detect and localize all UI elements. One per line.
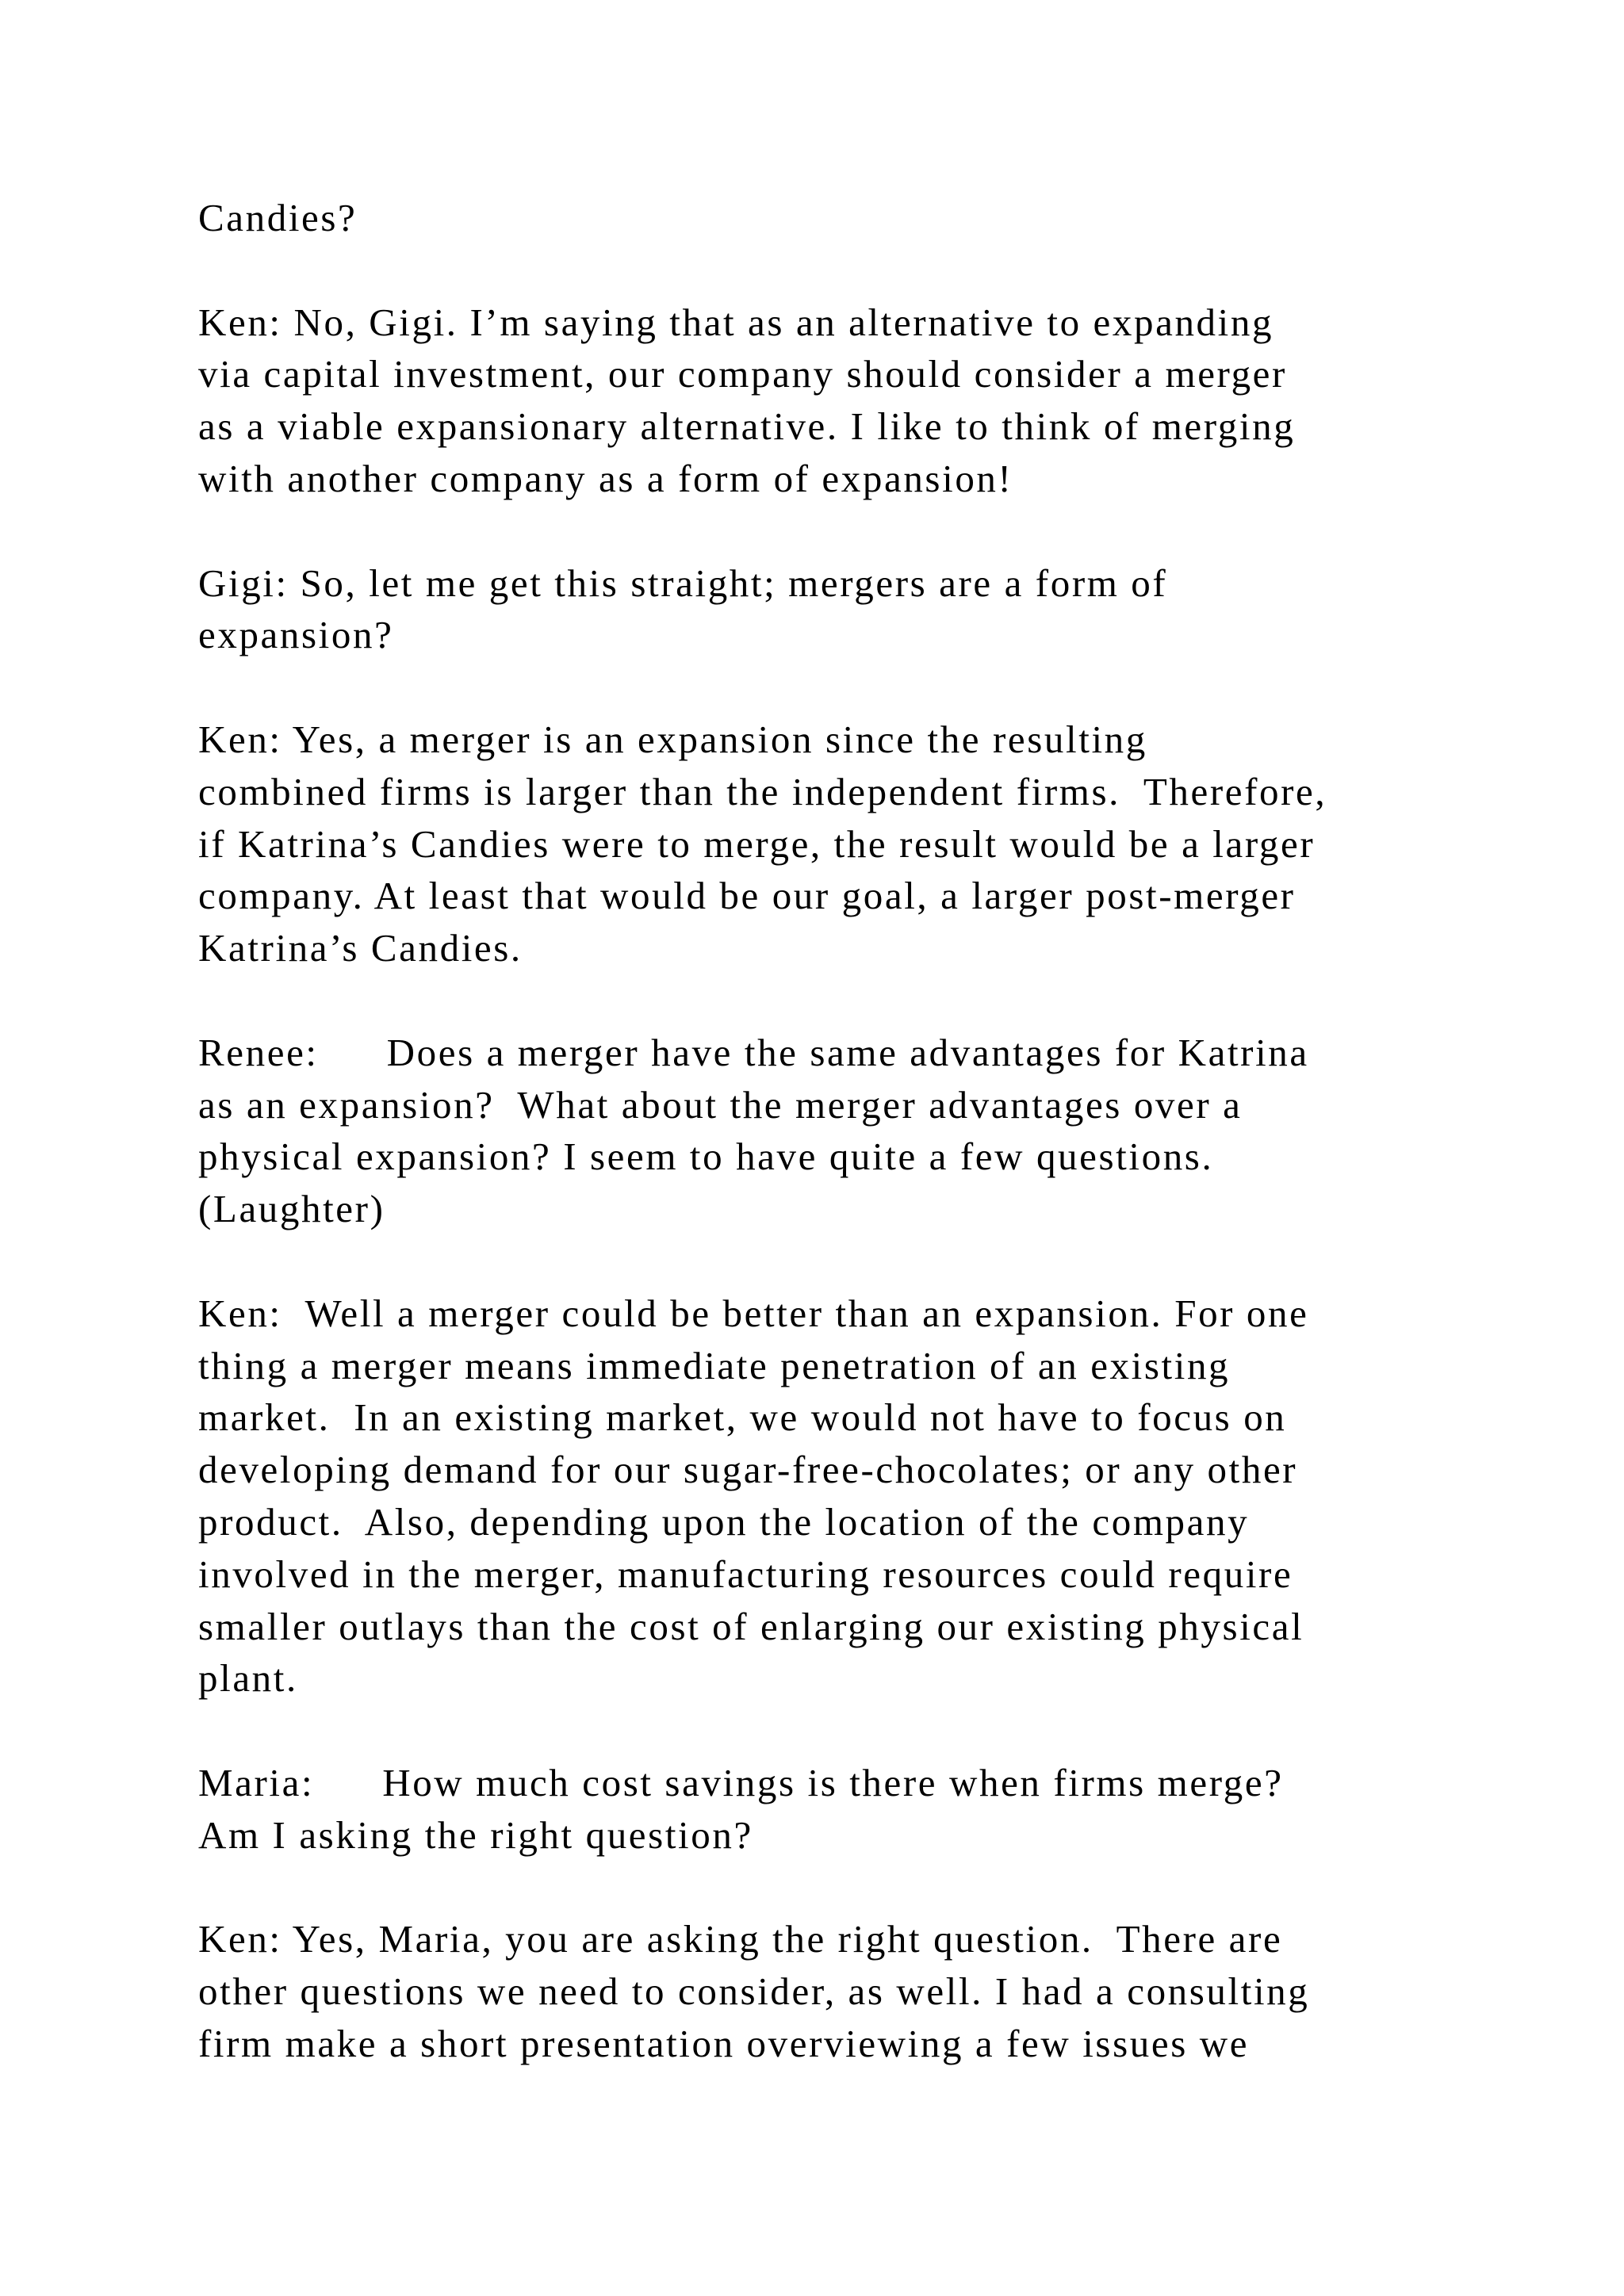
- text-line: market. In an existing market, we would not have to focus on: [198, 1395, 1287, 1440]
- paragraph-ken-right-question: [198, 1913, 1483, 2069]
- text-line: smaller outlays than the cost of enlarging our existing physical: [198, 1604, 1304, 1648]
- text-line: with another company as a form of expansion!: [198, 456, 1013, 500]
- text-line: if Katrina’s Candies were to merge, the result would be a larger: [198, 821, 1316, 866]
- text-line: as a viable expansionary alternative. I like to think of merging: [198, 404, 1296, 449]
- text-line: Ken: Well a merger could be better than an expansion. For one: [198, 1291, 1309, 1335]
- text-line: [198, 1757, 1483, 1809]
- text-line: expansion?: [198, 613, 394, 657]
- text-line: plant.: [198, 1656, 298, 1701]
- text-line: Am I asking the right question?: [198, 1812, 753, 1857]
- speaker-label: Maria:: [198, 1760, 315, 1804]
- text-line: Candies?: [198, 196, 358, 239]
- text-line: combined firms is larger than the independent firms. Therefore,: [198, 769, 1327, 813]
- paragraph-renee-question: [198, 1027, 1483, 1235]
- text-line: thing a merger means immediate penetration of an existing: [198, 1343, 1231, 1387]
- text-line: [198, 1027, 1483, 1079]
- text-line: (Laughter): [198, 1187, 385, 1231]
- text-line: via capital investment, our company should consider a merger: [198, 352, 1287, 396]
- text-line: company. At least that would be our goal, a larger post-merger: [198, 874, 1296, 918]
- text-line: Ken: Yes, Maria, you are asking the right question. There are: [198, 1917, 1283, 1961]
- text-line: product. Also, depending upon the location of the company: [198, 1499, 1250, 1544]
- text-line: other questions we need to consider, as well. I had a consulting: [198, 1969, 1310, 2014]
- text-line: physical expansion? I seem to have quite a few questions.: [198, 1135, 1214, 1179]
- paragraph-ken-merger-alternative: [198, 297, 1483, 505]
- speaker-label: Renee:: [198, 1030, 319, 1074]
- paragraph-candies: [198, 192, 1483, 244]
- text-line-content: Does a merger have the same advantages for Katrina: [386, 1030, 1309, 1074]
- text-line: involved in the merger, manufacturing resources could require: [198, 1552, 1293, 1596]
- text-line: Ken: Yes, a merger is an expansion since the resulting: [198, 717, 1147, 761]
- text-line-content: How much cost savings is there when firms merge?: [382, 1760, 1284, 1804]
- paragraph-maria-question: [198, 1757, 1483, 1862]
- paragraph-gigi-question: [198, 557, 1483, 662]
- paragraph-ken-merger-better: [198, 1288, 1483, 1705]
- document-body: [198, 192, 1483, 2122]
- paragraph-ken-expansion: [198, 714, 1483, 974]
- text-line: firm make a short presentation overviewing a few issues we: [198, 2021, 1250, 2065]
- text-line: developing demand for our sugar-free-chocolates; or any other: [198, 1448, 1298, 1492]
- text-line: Katrina’s Candies.: [198, 926, 523, 970]
- text-line: Gigi: So, let me get this straight; mergers are a form of: [198, 561, 1168, 605]
- text-line: as an expansion? What about the merger advantages over a: [198, 1082, 1243, 1127]
- text-line: Ken: No, Gigi. I’m saying that as an alternative to expanding: [198, 300, 1274, 344]
